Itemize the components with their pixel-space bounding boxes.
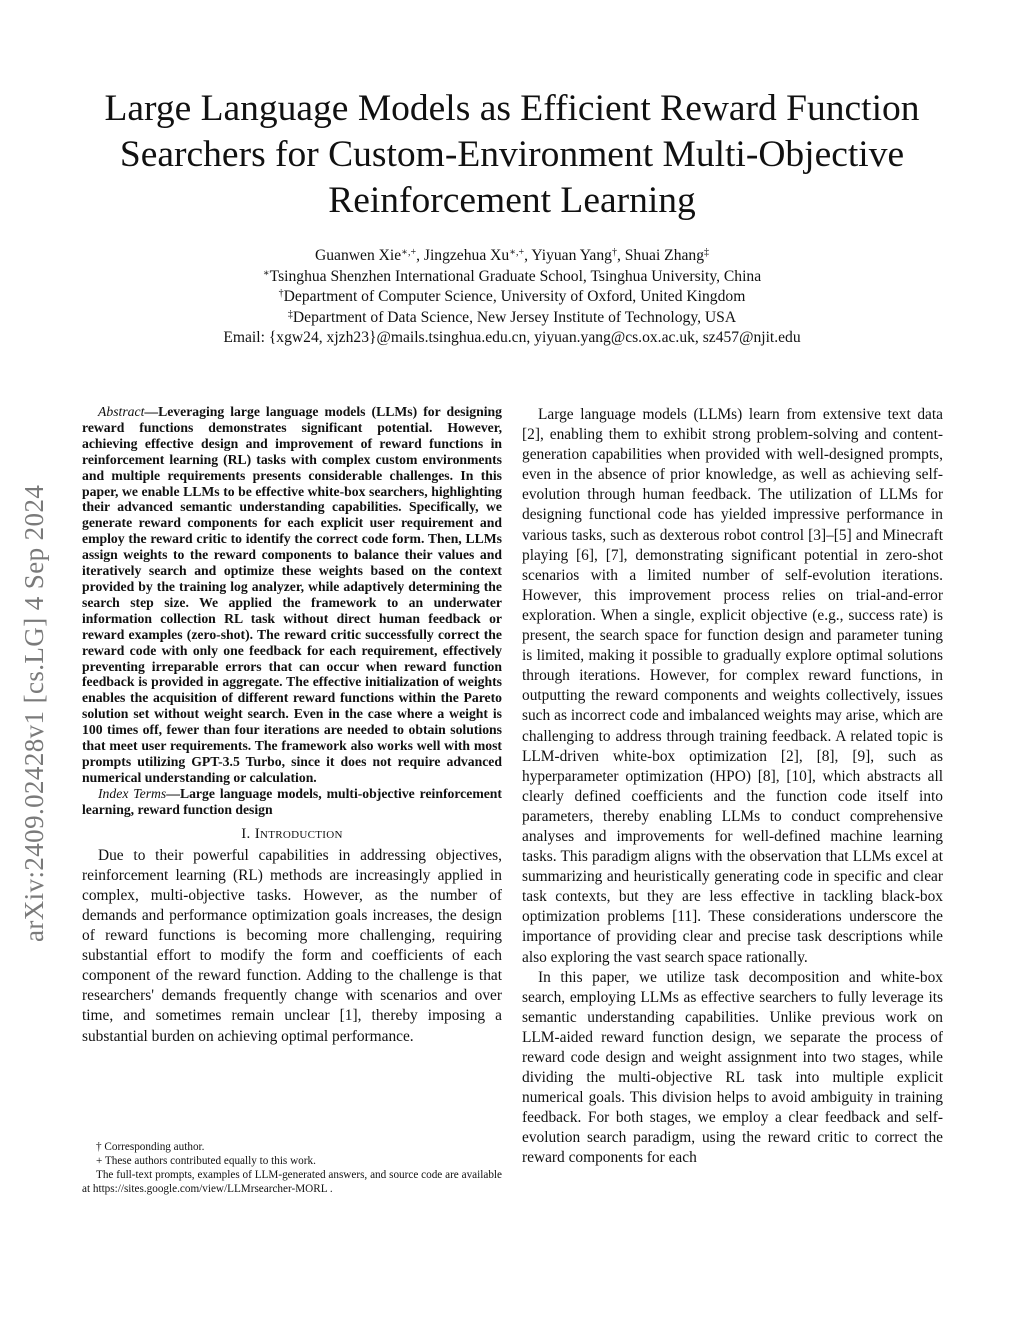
- arxiv-watermark: arXiv:2409.02428v1 [cs.LG] 4 Sep 2024: [19, 484, 49, 942]
- author-names: Guanwen Xie∗,+, Jingzehua Xu∗,+, Yiyuan Yang†, Shuai Zhang‡: [314, 247, 710, 264]
- right-paragraph-1: Large language models (LLMs) learn from extensive text data [2], enabling them to exhibit strong problem-solving and content-generation capabilities when provided with well-designed prompts, even in the absence of prior knowledge, as well as achieving self-evolution through human feedback. The utilization of LLMs for designing functional code has yielded impressive performance in various tasks, such as dexterous robot control [3]–[5] and Minecraft playing [6], [7], demonstrating significant potential in zero-shot scenarios with a limited number of self-evolution iterations. However, this improvement process relies on trial-and-error exploration. When a single, explicit objective (e.g., success rate) is present, the search space for function design and parameter tuning is limited, making it possible to gradually explore optimal solutions through iterations. However, for complex reward functions, in outputting the reward components and weights collectively, issues such as incorrect code and imbalanced weights may arise, which are challenging to address through training feedback. A related topic is LLM-driven white-box optimization [2], [8], [9], such as hyperparameter optimization (HPO) [8], [10], which abstracts all clearly defined coefficients and the function code itself into parameters, thereby enabling LLMs to conduct comprehensive analyses and improvements for well-defined machine learning tasks. This paradigm aligns with the observation that LLMs excel at summarizing and heuristically generating code in specific and clear task contexts, but they are less effective in tackling black-box optimization problems [11]. These considerations underscore the importance of providing clear and precise task descriptions while also exploring the vast search space rationally.: [522, 406, 943, 966]
- index-terms: [82, 786, 502, 818]
- email-line: Email: {xgw24, xjzh23}@mails.tsinghua.edu.cn, yiyuan.yang@cs.ox.ac.uk, sz457@njit.edu: [223, 329, 801, 346]
- footnote-corresponding: † Corresponding author.: [96, 1141, 205, 1153]
- footnote-code-link: The full-text prompts, examples of LLM-generated answers, and source code are available at https://sites.google.com/view/LLMrsearcher-MORL .: [82, 1169, 502, 1195]
- right-paragraph-2: In this paper, we utilize task decomposition and white-box search, employing LLMs as effective searchers to fully leverage its semantic understanding capabilities. Unlike previous work on LLM-aided reward function design, we separate the process of reward code design and weight assignment into two stages, while dividing the multi-objective RL task into multiple explicit numerical goals. This division helps to avoid ambiguity in training feedback. For both stages, we employ a clear feedback and self-evolution search paradigm, using the reward critic to correct the reward components for each: [522, 968, 943, 1167]
- affiliation-njit: ‡Department of Data Science, New Jersey Institute of Technology, USA: [287, 308, 737, 326]
- paper-title: Large Language Models as Efficient Reward Function Searchers for Custom-Environment Multi-Objective Reinforcement Learning: [104, 88, 920, 221]
- abstract-text: —Leveraging large language models (LLMs) for designing reward functions demonstrates significant potential. However, achieving effective design and improvement of reward functions in reinforcement learning (RL) tasks with complex custom environments and multiple requirements presents considerable challenges. In this paper, we enable LLMs to be effective white-box searchers, highlighting their advanced semantic understanding capabilities. Specifically, we generate reward components for each explicit user requirement and employ the reward critic to identify the correct code form. Then, LLMs assign weights to the reward components to balance their values and iteratively search and optimize these weights based on the context provided by the training log analyzer, while adaptively determining the search step size. We applied the framework to an underwater information collection RL task without direct human feedback or reward examples (zero-shot). The reward critic successfully correct the reward code with only one feedback for each requirement, effectively preventing irreparable errors that can occur when reward function feedback is provided in aggregate. The effective initialization of weights enables the acquisition of different reward functions within the Pareto solution set without weight search. Even in the case where a weight is 100 times off, fewer than four iterations are needed to obtain solutions that meet user requirements. The framework also works well with most prompts utilizing GPT-3.5 Turbo, since it does not require advanced numerical understanding or calculation.: [82, 404, 502, 785]
- abstract: [82, 404, 502, 786]
- intro-paragraph: Due to their powerful capabilities in addressing objectives, reinforcement learning (RL) methods are increasingly applied in complex, multi-objective tasks. However, as the number of demands and performance optimization goals increases, the design of reward functions is becoming more challenging, requiring substantial effort to modify the form and coefficients of each component of the reward function. Adding to the challenge is that researchers' demands frequently change with scenarios and over time, and sometimes remain unclear [1], thereby imposing a substantial burden on achieving optimal performance.: [82, 846, 502, 1045]
- abstract-label: Abstract: [98, 404, 145, 419]
- index-terms-label: Index Terms: [98, 785, 167, 801]
- section-title: Introduction: [254, 825, 343, 842]
- affiliation-oxford: †Department of Computer Science, University of Oxford, United Kingdom: [278, 288, 746, 305]
- section-heading: [82, 824, 502, 844]
- footnotes: [82, 1140, 502, 1196]
- section-number: I.: [241, 825, 251, 842]
- footnote-equal-contribution: + These authors contributed equally to this work.: [96, 1155, 316, 1167]
- author-block: [80, 246, 944, 349]
- left-column: [82, 404, 502, 1047]
- affiliation-tsinghua: ∗Tsinghua Shenzhen International Graduate School, Tsinghua University, China: [262, 267, 762, 285]
- index-terms-text: —Large language models, multi-objective reinforcement learning, reward function design: [82, 785, 502, 817]
- right-column: [522, 405, 943, 1169]
